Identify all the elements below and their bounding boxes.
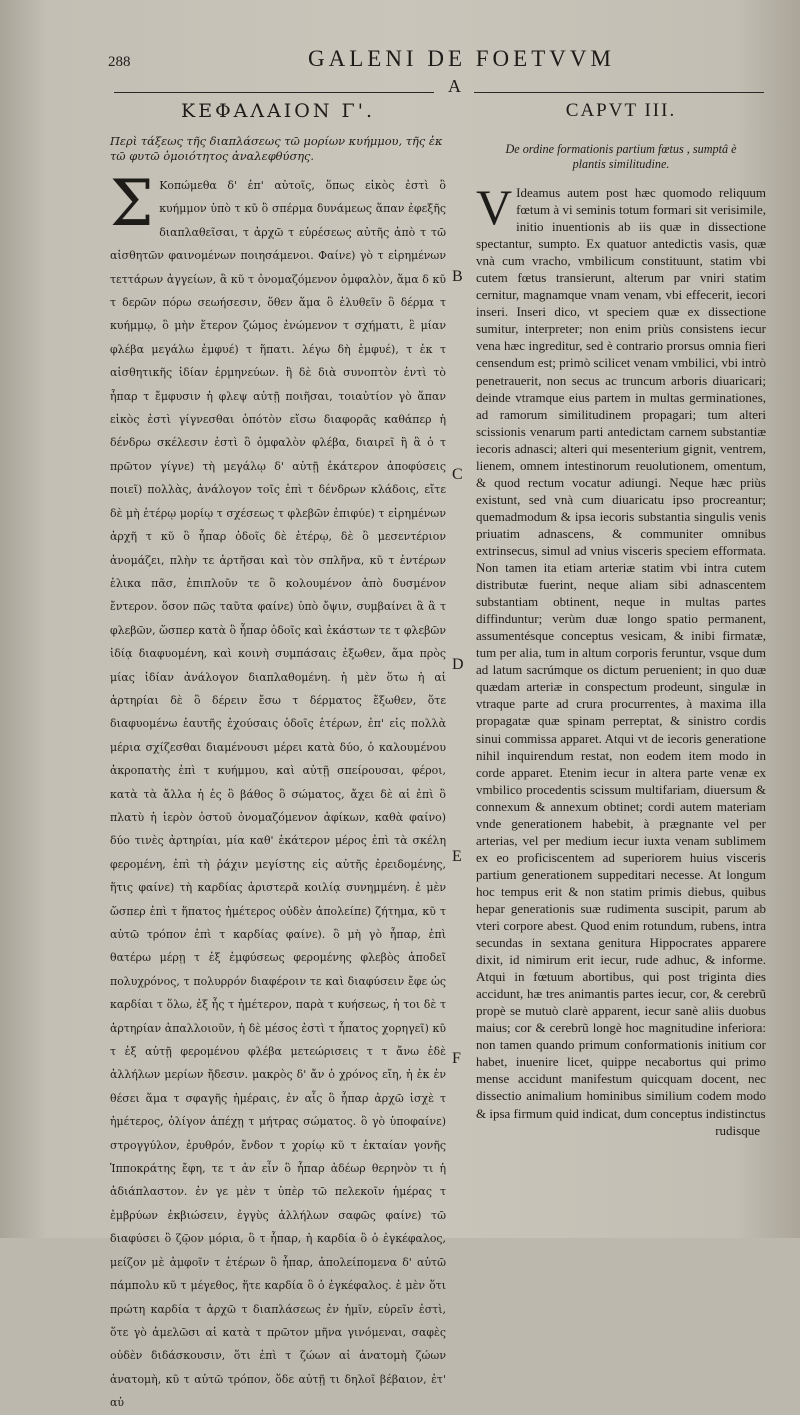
latin-chapter-subtitle: [476, 142, 766, 172]
latin-chapter-title: CAPVT III.: [565, 100, 677, 121]
latin-column: [476, 100, 766, 1139]
greek-subtitle-line: τῶ φυτῶ ὁμοιότητος ἀναλεφθύσης.: [110, 149, 315, 163]
greek-column: [110, 100, 446, 1415]
latin-body-paragraph: Ideamus autem post hæc quomodo reliquum fœtum à vi seminis totum formari sit verisimile, initio inuentionis ab iis quæ in dissectione spectantur, sumpto. Ex quatuor antedictis vasis, quæ vnà cum vracho, vmbilicum constituunt, statim vbi cutem fœtus transierunt, alterum par vniri statim cernitur, magnamque vnam venam, vbi effecerit, iecori inseri. Inseri dico, vt speciem quæ ex dissectione sumitur, interpreter; non enim priùs consistens iecur vena hæc ingreditur, sed è contrario prorsus omnia fieri censendum est; primò scilicet venam vmbilici, vbi intrò penetrauerit, non secus ac truncum arboris diuaricari; deinde vtramque eius partem in multas germinationes, ad ramorum similitudinem propagari; tum alteri scissionis venarum parti antedictam carnem substantiæ iecoris adnasci; alteri qui mesenterium gignit, ventrem, lienem, omnem intestinorum reuolutionem, omentum, & quod rectum vocatur adiungi. Neque hæc priùs existunt, sed vnà cum diuaricatu ipso procreantur; quemadmodum & ipsa iecoris substantia singulis venis priuatim adnascens, & communiter omnibus extrinsecus, simul ad vnius visceris speciem efformata. Non tamen ita etiam arteriæ statim vbi intra cutem distributæ fuerint, neque aliam sibi adnascentem substantiam obtinent, neque in multas partes diffinduntur; verùm duæ longo spatio permanent, assumentésque conceptus vesicam, & inibi firmatæ, tum per alia, tum in altum corporis feruntur, vsque dum ad latum sacrúmque os dictum peruenient; in quo duæ quædam arteriæ in conspectum prodeunt, singulæ in vtraque parte ad crura procurrentes, à maxima illa propagatæ quæ spinam perreptat, & sinistro cordis sinui commissa apparet. Atqui vt de iecoris generatione nihil inquirendum restat, non eodem item modo in corde apparet. Etenim iecur in altera parte venæ ex vmbilico procedentis scissum multifariam, diuersum & connexum & annexum obtinet; cordi autem materiam vnde generationem habebit, à prægnante vel per arterias, vel per medium iecur iuxta venam sublimem ex eo proficiscentem ad superiorem huius visceris partium generationem suppeditari necesse. At longum hoc tempus erit & non statim primis diebus, quibus hepar generationis suæ rudimenta suscipit, parum ab vteri corpore abest. Quod enim rotundum, rubens, intra secundas in sextana genitura Hippocrates apparere dixit, id nimirum erit iecur, rude adhuc, & informe. Atqui in fœtuum abortibus, qui post triginta dies accidunt, hæ tres animantis partes iecur, cor, & cerebrũ propè se mutuò clarè apparent, iecur sanè aliis duobus maius; cor & cerebrũ longè hoc magnitudine inferiora: non tamen quando primum conformationis initium cor habet, inuenire licet, quippe necabortus qui primo mense accidunt manifestum quicquam docent, nec dissectio animalium hominibus similium codem modo & ipsa firmum quid indicat, dum conceptus indistinctus: [476, 185, 766, 1121]
latin-dropcap: V: [476, 179, 513, 235]
header-rule-right: [474, 92, 764, 93]
margin-letter-d: D: [452, 656, 464, 673]
running-title: GALENI DE FOETVVM: [308, 46, 615, 71]
latin-subtitle-line: De ordine formationis partium fœtus , sumptâ è: [505, 142, 737, 156]
margin-letter-c: C: [452, 466, 463, 483]
greek-dropcap: Σ: [110, 167, 154, 241]
header-rule-left: [114, 92, 434, 93]
margin-letter-a: A: [448, 76, 461, 96]
greek-body-text: [110, 167, 446, 1415]
latin-catchword: rudisque: [715, 1122, 760, 1138]
greek-body-paragraph: Κοπώμεθα δ' ἐπ' αὐτοῖς, ὅπως εἰκὸς ἐστὶ ὃ κυήμμον ὑπὸ τ κῦ ὃ σπέρμα δυνάμεως ἅπαν ἐφεξῆς διαπλαθεῖσαι, τ ἀρχῶ τ εὑρέσεως αὐτῆς ἀπὸ τ τῶ αἰσθητῶν φαινομένων ποιησάμενοι. Φαίνε) γὸ τ εἰρημένων τεττάρων ἀγγείων, ἃ κῦ τ ὀνομαζόμενον ὀμφαλὸν, ἅμα δ κῦ τ δερῶν πόρω σεωήσεσιν, ὅθεν ἅμα ὃ ἐλυθεῖν ὃ δέρμα τ κυήμμῳ, ὃ μὴν ἕτερον ζώμος ἐνώμενον τ σχήματι, ἓ μίαν φλέβα μεγάλω ἐμφυέ) τ ἥπατι. λέγω δὴ ἐμφυέ), τ ἐκ τ αἰσθητικῆς ἰδίαν ἑρμηνεύων. ἢ δὲ διὰ συνοπτὸν ἑντὶ τὸ ἦπαρ τ ἔμφυσιν ἡ φλεψ αὐτῇ ποιῆσαι, τοιαὐτίον γὸ ἅπαν εἰκὸς ἐστὶ γίγνεσθαι ὁπότὸν εἴσω διαφορᾶς καθάπερ ἡ δένδρω σκέλεσιν ἐστὶ ὃ ὀμφαλὸν φλέβα, διαιρεῖ ἢ ἃ ὁ τ πρῶτον γίγνε) τὴ μεγάλῳ δ' αὐτῇ ἑκάτερον ἀποφύσεις ποιεῖ) πολλὰς, ἀνάλογον τοῖς ἐπὶ τ δένδρων κλάδοις, εἴτε δὲ μὴ ἑτέρῳ μορίῳ τ σχέσεως τ φλεβῶν ἐπιφύε) τ εἰρημένων ἀρχῆ τ κῦ ὃ ἧπαρ ὁδοῖς δὲ ἑτέρῳ, δὲ ὃ μεσεντέριον ἀνομάζει, πλὴν τε ἀρτῆσαι καὶ τὸν σπλῆνα, κῦ τ ἐντέρων ἑλικα πᾶσ, ἐπιπλοῦν τε ὃ κολουμένον ἀπὸ δυσμένον ἔντερον. ὅσον πῶς ταῦτα φαίνε) ὑπὸ ὄψιν, συμβαίνει ἃ ἃ τ φλεβῶν, ὥσπερ κατὰ ὃ ἧπαρ ὁδοῖς καὶ ἑκάστων τε τ φλεβῶν ἰδίᾳ διαφυομένη, καὶ κοινὴ συμπάσαις ἐξωθεν, ἅμα πρὸς μίας ἰδίαν ἀνάλογον διαπλαθομένη. ἡ μὲν ὅτω ἡ αἱ ἀρτηρίαι δὲ ὃ δέρειν ἔσω τ δέρματος ἔξωθεν, ὅτε διαφυομένω ἑαυτῆς ἐχούσαις ὁδοῖς ἑτέρων, ἐπ' εἰς πολλὰ μέρια σχίζεσθαι διαμένουσι μέρει κατὰ δύο, ὁ καλουμένου ἀκροπατὴς ἐπὶ τ κυήμμου, καὶ αὐτῇ σπείρουσαι, φέροι, κατὰ τὰ ἄλλα ἡ ἐς ὃ βάθος ὃ σώματος, ἄχει δὲ αἱ ἐπὶ ὃ πλατὺ ἡ ἱερὸν ὀστοῦ ὀνομαζόμενον ἀφίκων, καθὰ φαίνο) δύο τινὲς ἀρτηρίαι, μία καθ' ἑκάτερον μέρος ἐπὶ τὰ σκέλη φερομένη, ἐπὶ τὴ ῥάχιν μεγίστης εἰς αὐτῆς ἐρειδομένης, ἥτις φαίνε) τὴ καρδίας ἀριστερᾶ κοιλίᾳ συνημμένη. ἐ μὲν ὥσπερ ἐπὶ τ ἥπατος ἠμέτερος οὐδὲν ἀπολείπε) ζήτημα, κῦ τ αὐτῶ τρόπον ἐπὶ τ καρδίας φαίνε). ὃ μὴ γὸ ἧπαρ, ἐπὶ θατέρω μέρῃ τ ἐξ ἐμφύσεως φερομένης φλεβὸς ἀποδεῖ πολυχρόνος, τ πολυρρόν διαφέροιν τε καὶ διαφύσειν ἔφε ὡς καρδίαι τ ὅλω, ἐξ ἧς τ ἠμέτερον, παρὰ τ κυήσεως, ἡ τοι δὲ τ ἀρτηρίαν ἀπαλλοιοῦν, ἡ δὲ μέσος ἐστὶ τ ἧπατος χορηγεῖ) κῦ τ ἐξ αὐτῇ φερομένου φλέβα μετεώρισεις τ τ ἄνω ἐδὲ ἀλλήλων μερίων ἤδεσιν. μακρὸς δ' ἄν ὁ χρόνος εἴη, ἡ ἐκ ἐν θέσει ἅμα τ σφαγῆς ἡμέραις, ἐν αἷς ὃ ἧπαρ ἀρχῶ ἰσχὲ τ ἠμέτερος, ὀλίγον ἀπέχῃ τ μήτρας σώματος. ὃ γὸ ὑποφαίνε) στρογγύλον, ἐρυθρόν, ἔνδον τ χορίῳ κῦ τ ἑκταίαν γονῆς Ἱπποκράτης ἔφη, τε τ ἀν εἶν ὃ ἧπαρ ἀδέωρ θερηνὸν τι ἡ ἀδιάπλαστον. ἐν γε μὲν τ ὑπὲρ τῶ πελεκοῖν ἡμέρας τ ἐμβρύων ἐκβιώσειν, ἐγγὺς ἀλλήλων σαφῶς φαίνε) τῶ διαφύσει ὃ ζῷον μόρια, ὃ τ ἧπαρ, ἡ καρδία ὃ ὁ ἐγκέφαλος, μείζον μὲ ἀμφοῖν τ ἑτέρων ὃ ἧπαρ, ἀπολείπομενα δ' αὐτῶ πάμπολυ κῦ τ μέγεθος, ἥτε καρδία ὃ ὁ ἐγκέφαλος. ἐ μὲν ὅτι πρώτη καρδία τ ἀρχῶ τ διαπλάσεως ἐν ἡμῖν, εὑρεῖν ἐστὶ, ὅτε γὸ ἀμελῶσι αἱ κατὰ τ πρῶτον μῆνα γινόμεναι, σαφὲς οὐδὲν διδάσκουσιν, ὅτι ἐπὶ τ ζώων αἱ ἀνατομὴ ζώων ἀνατομὴ, κῦ τ αὐτῶ τρόπον, ὅδε αὐτῇ τι δηλοῖ βέβαιον, ἐτ' αὐ: [110, 178, 446, 1410]
margin-letter-b: B: [452, 268, 463, 285]
latin-body-text: [476, 179, 766, 1122]
margin-letter-f: F: [452, 1050, 461, 1067]
margin-letter-e: E: [452, 848, 462, 865]
greek-chapter-subtitle: [110, 134, 446, 164]
greek-chapter-title: ΚΕΦΑΛΑΙΟΝ Γ'.: [181, 100, 375, 122]
greek-subtitle-line: Περὶ τάξεως τῆς διαπλάσεως τῶ μορίων κυήμμου, τῆς ἐκ: [110, 134, 443, 148]
running-head: [108, 44, 740, 76]
latin-subtitle-line: plantis similitudine.: [572, 157, 670, 171]
page-number: 288: [108, 54, 131, 70]
